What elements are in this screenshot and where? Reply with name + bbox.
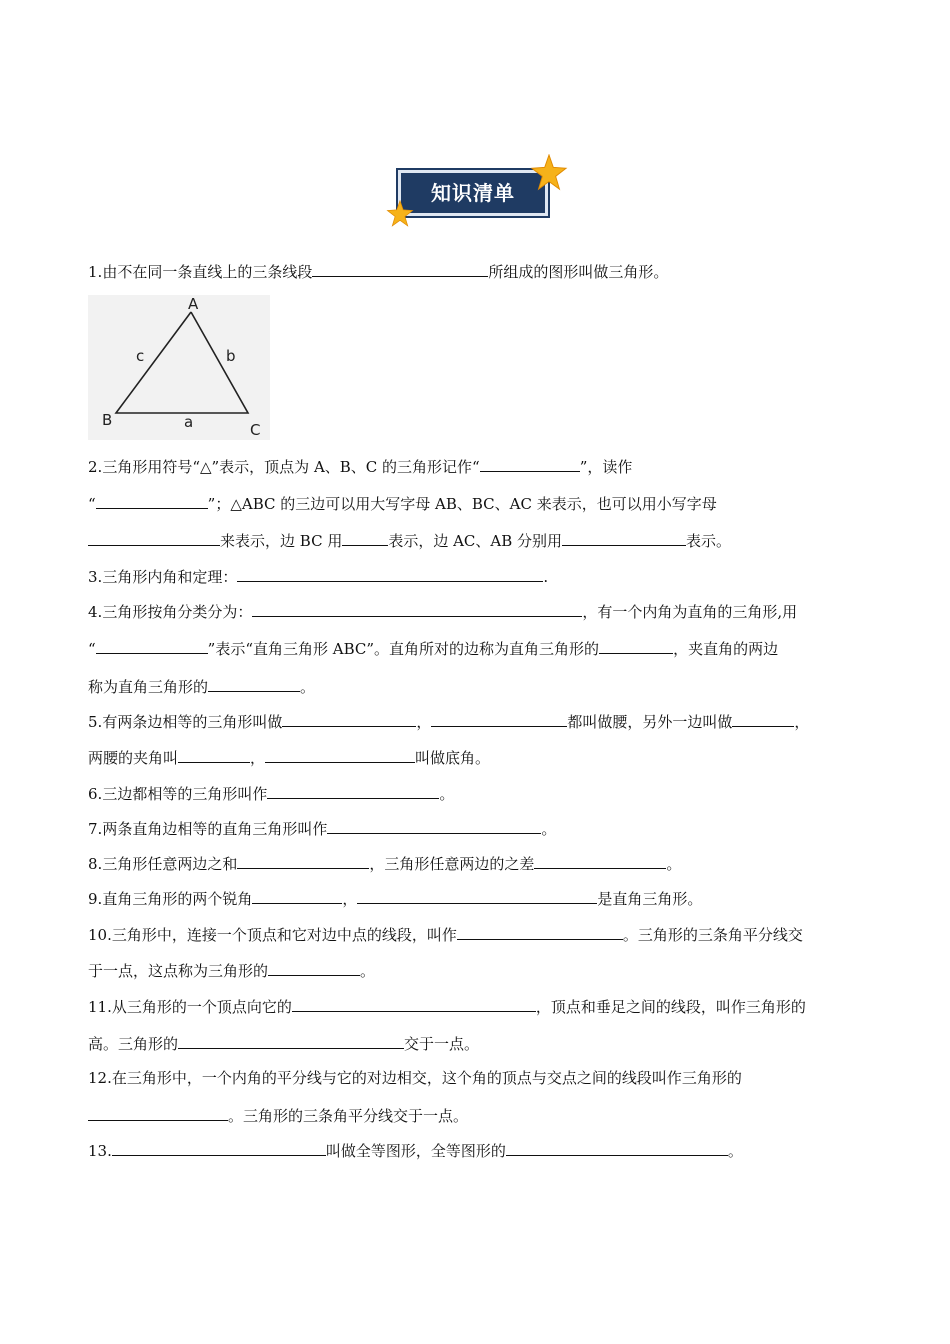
blank[interactable] (96, 493, 208, 509)
item-6: 6.三边都相等的三角形叫作 。 (88, 785, 455, 803)
item-7: 7.两条直角边相等的直角三角形叫作 。 (88, 820, 557, 838)
item-12-line-2: 。三角形的三条角平分线交于一点。 (88, 1105, 468, 1126)
item-1: 1.由不在同一条直线上的三条线段 所组成的图形叫做三角形。 (88, 263, 669, 281)
triangle-figure (88, 295, 270, 440)
item-2-line-2: “ ”；△ABC 的三边可以用大写字母 AB、BC、AC 来表示，也可以用小写字母 (88, 495, 717, 513)
blank[interactable] (480, 456, 580, 472)
side-label-c: c (136, 347, 145, 365)
blank[interactable] (431, 711, 567, 727)
item-5: 5.有两条边相等的三角形叫做 ， 都叫做腰，另外一边叫做 ， (88, 713, 810, 731)
item-10: 10.三角形中，连接一个顶点和它对边中点的线段，叫作 。三角形的三条角平分线交 (88, 926, 803, 944)
star-icon (530, 154, 568, 192)
item-9: 9.直角三角形的两个锐角 ， 是直角三角形。 (88, 890, 703, 908)
blank[interactable] (599, 638, 673, 654)
blank[interactable] (267, 783, 439, 799)
item-4-line-3: 称为直角三角形的 。 (88, 678, 316, 696)
blank[interactable] (88, 1105, 228, 1121)
star-icon-small (386, 200, 414, 228)
blank[interactable] (178, 1033, 404, 1049)
blank[interactable] (112, 1140, 326, 1156)
vertex-label-c: C (250, 421, 261, 439)
item-3: 3.三角形内角和定理： . (88, 568, 549, 586)
side-label-a: a (184, 413, 194, 431)
blank[interactable] (534, 853, 666, 869)
item-11: 11.从三角形的一个顶点向它的 ，顶点和垂足之间的线段，叫作三角形的 (88, 998, 806, 1016)
side-label-b: b (226, 347, 236, 365)
item-10-line-2: 于一点，这点称为三角形的 。 (88, 962, 376, 980)
item-2: 2.三角形用符号“△”表示，顶点为 A、B、C 的三角形记作“ ”，读作 (88, 458, 633, 476)
blank[interactable] (265, 747, 415, 763)
blank[interactable] (178, 747, 250, 763)
triangle-drawing (88, 295, 270, 440)
blank[interactable] (342, 530, 388, 546)
item-2-line-3: 来表示，边 BC 用 表示，边 AC、AB 分别用 表示。 (88, 530, 731, 551)
item-12: 12.在三角形中，一个内角的平分线与它的对边相交，这个角的顶点与交点之间的线段叫作三角形的 (88, 1069, 742, 1087)
blank[interactable] (357, 888, 597, 904)
item-4-line-2: “ ”表示“直角三角形 ABC”。直角所对的边称为直角三角形的 ，夹直角的两边 (88, 640, 779, 658)
blank[interactable] (208, 676, 300, 692)
blank[interactable] (327, 818, 541, 834)
blank[interactable] (268, 960, 360, 976)
section-banner (390, 160, 568, 232)
vertex-label-b: B (102, 411, 113, 429)
item-5-line-2: 两腰的夹角叫 ， 叫做底角。 (88, 749, 491, 767)
blank[interactable] (282, 711, 416, 727)
blank[interactable] (252, 888, 342, 904)
item-8: 8.三角形任意两边之和 ，三角形任意两边的之差 。 (88, 855, 682, 873)
blank[interactable] (562, 530, 686, 546)
item-11-line-2: 高。三角形的 交于一点。 (88, 1035, 480, 1053)
blank[interactable] (237, 853, 369, 869)
blank[interactable] (457, 924, 623, 940)
banner-title: 知识清单 (431, 181, 515, 205)
blank[interactable] (96, 638, 208, 654)
blank[interactable] (506, 1140, 728, 1156)
blank[interactable] (292, 996, 536, 1012)
blank[interactable] (237, 566, 543, 582)
vertex-label-a: A (188, 295, 199, 313)
blank[interactable] (88, 530, 220, 546)
blank[interactable] (252, 601, 582, 617)
blank[interactable] (312, 261, 488, 277)
blank[interactable] (732, 711, 794, 727)
item-4: 4.三角形按角分类分为： ，有一个内角为直角的三角形,用 (88, 603, 798, 621)
item-13: 13. 叫做全等图形，全等图形的 。 (88, 1142, 743, 1160)
